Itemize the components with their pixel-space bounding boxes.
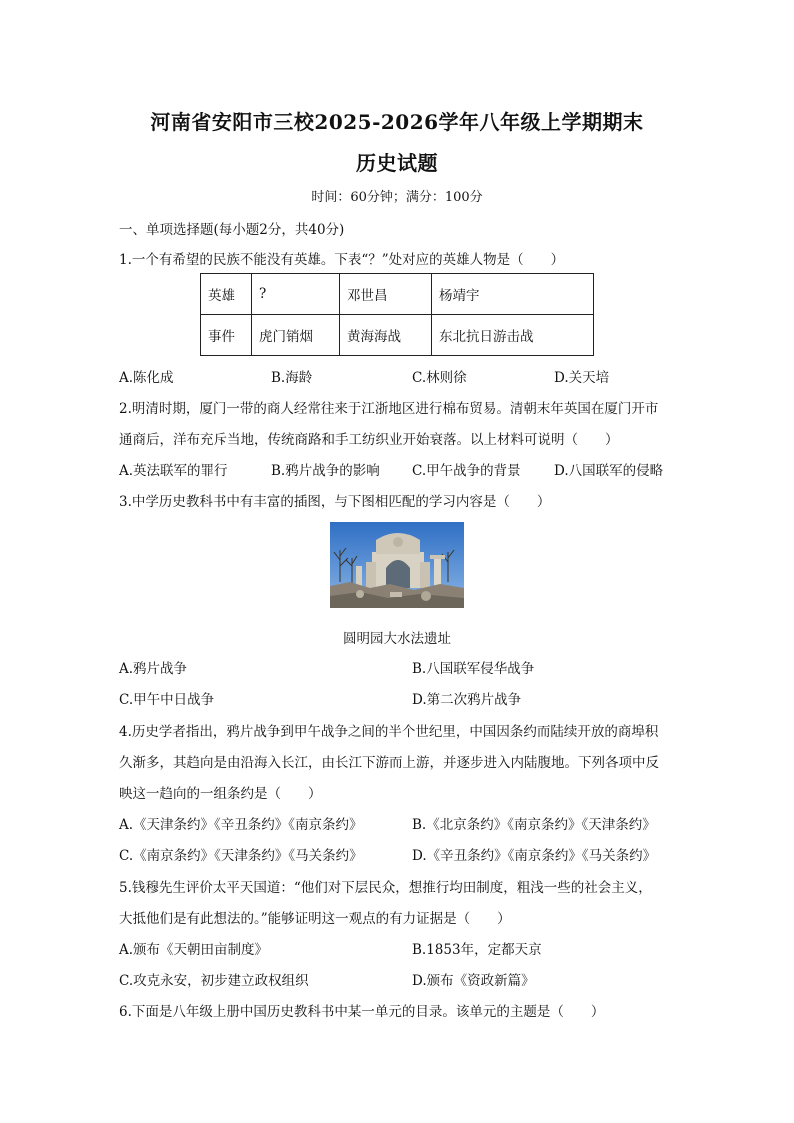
question-1-stem: 1.一个有希望的民族不能没有英雄。下表“？”处对应的英雄人物是（ ）: [119, 252, 565, 268]
q5-option-b: B.1853年，定都天京: [412, 942, 542, 958]
question-3-stem: 3.中学历史教科书中有丰富的插图，与下图相匹配的学习内容是（ ）: [119, 494, 551, 510]
table-cell: ?: [252, 274, 340, 315]
table-cell: 邓世昌: [340, 274, 432, 315]
question-4-stem-line3: 映这一趋向的一组条约是（ ）: [119, 786, 322, 802]
q3-option-a: A.鸦片战争: [119, 661, 188, 677]
exam-subtitle: 历史试题: [356, 151, 438, 175]
q1-option-b: B.海龄: [271, 370, 313, 386]
q3-option-c: C.甲午中日战争: [119, 692, 215, 708]
q1-option-c: C.林则徐: [412, 370, 467, 386]
q5-option-c: C.攻克永安，初步建立政权组织: [119, 973, 309, 989]
q4-option-a: A.《天津条约》《辛丑条约》《南京条约》: [119, 817, 363, 833]
question-4-stem-line2: 久渐多，其趋向是由沿海入长江，由长江下游而上游，并逐步进入内陆腹地。下列各项中反: [119, 755, 659, 771]
table-row: [201, 274, 594, 315]
q2-option-d: D.八国联军的侵略: [554, 463, 664, 479]
table-cell: 英雄: [201, 274, 252, 315]
table-row: [201, 315, 594, 356]
table-cell: 杨靖宇: [432, 274, 594, 315]
exam-meta: 时间：60分钟；满分：100分: [311, 190, 483, 205]
photo-caption: 圆明园大水法遗址: [343, 631, 451, 647]
question-2-stem-line2: 通商后，洋布充斥当地，传统商路和手工纺织业开始衰落。以上材料可说明（ ）: [119, 432, 619, 448]
table-cell: 虎门销烟: [252, 315, 340, 356]
question-6-stem: 6.下面是八年级上册中国历史教科书中某一单元的目录。该单元的主题是（ ）: [119, 1004, 605, 1020]
yuanmingyuan-ruins-photo: [330, 522, 464, 608]
q4-option-c: C.《南京条约》《天津条约》《马关条约》: [119, 848, 363, 864]
q1-option-a: A.陈化成: [119, 370, 174, 386]
q2-option-a: A.英法联军的罪行: [119, 463, 228, 479]
q2-option-c: C.甲午战争的背景: [412, 463, 521, 479]
table-cell: 黄海海战: [340, 315, 432, 356]
q5-option-a: A.颁布《天朝田亩制度》: [119, 942, 269, 958]
table-cell: 事件: [201, 315, 252, 356]
q3-option-d: D.第二次鸦片战争: [412, 692, 522, 708]
question-5-stem-line1: 5.钱穆先生评价太平天国道：“他们对下层民众，想推行均田制度，粗浅一些的社会主义，: [119, 880, 652, 896]
section-heading: 一、单项选择题(每小题2分，共40分): [119, 222, 345, 238]
question-4-stem-line1: 4.历史学者指出，鸦片战争到甲午战争之间的半个世纪里，中国因条约而陆续开放的商埠积: [119, 724, 659, 740]
hero-table: [200, 273, 594, 356]
exam-title: 河南省安阳市三校2025-2026学年八年级上学期期末: [150, 110, 644, 134]
q4-option-b: B.《北京条约》《南京条约》《天津条约》: [412, 817, 656, 833]
table-cell: 东北抗日游击战: [432, 315, 594, 356]
q5-option-d: D.颁布《资政新篇》: [412, 973, 535, 989]
q2-option-b: B.鸦片战争的影响: [271, 463, 380, 479]
q1-option-d: D.关天培: [554, 370, 610, 386]
question-5-stem-line2: 大抵他们是有此想法的。”能够证明这一观点的有力证据是（ ）: [119, 911, 511, 927]
question-2-stem-line1: 2.明清时期，厦门一带的商人经常往来于江浙地区进行棉布贸易。清朝末年英国在厦门开市: [119, 401, 659, 417]
q4-option-d: D.《辛丑条约》《南京条约》《马关条约》: [412, 848, 657, 864]
q3-option-b: B.八国联军侵华战争: [412, 661, 535, 677]
